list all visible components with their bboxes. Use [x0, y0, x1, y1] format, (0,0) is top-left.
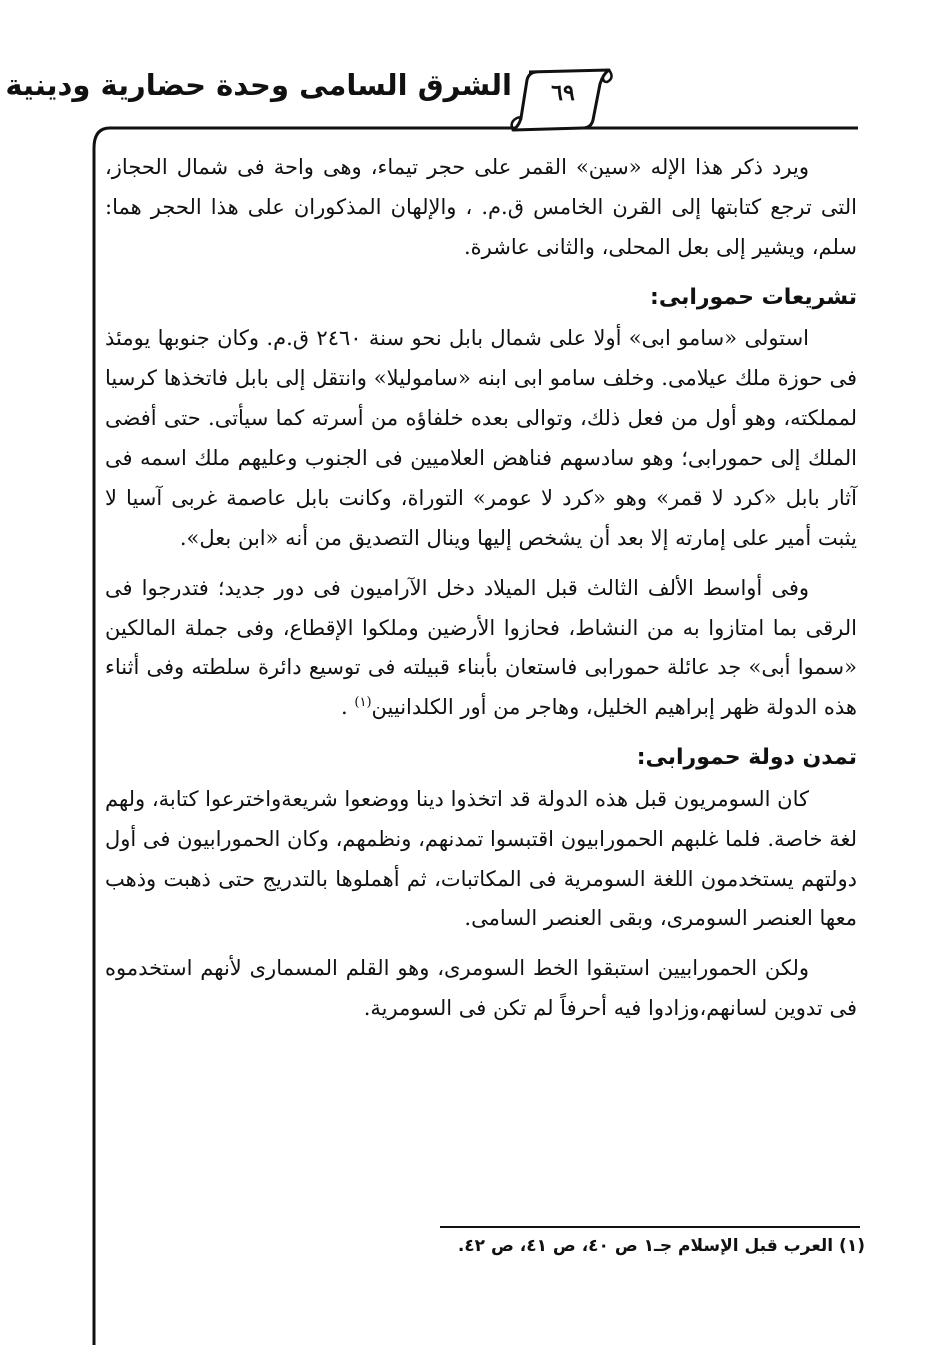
section-heading-hammurabi-civilization: تمدن دولة حمورابى: — [636, 745, 857, 771]
footnote-divider — [440, 1226, 860, 1228]
paragraph-3 — [105, 569, 857, 729]
paragraph-1: ويرد ذكر هذا الإله «سين» القمر على حجر تيماء، وهى واحة فى شمال الحجاز، التى ترجع كتابتها إلى القرن الخامس ق.م. ، والإلهان المذكوران على هذا الحجر هما: سلم، ويشير إلى بعل المحلى، والثانى عاشرة. — [105, 155, 857, 259]
paragraph-4: كان السومريون قبل هذه الدولة قد اتخذوا دينا ووضعوا شريعةواخترعوا كتابة، ولهم لغة خاصة. فلما غلبهم الحمورابيون اقتبسوا تمدنهم، ونظمهم، وكان الحمورابيون فى أول دولتهم يستخدمون اللغة السومرية فى المكاتبات، ثم أهملوها بالتدريج حتى ذهبت وذهب معها العنصر السومرى، وبقى العنصر السامى. — [104, 786, 857, 931]
footnote-reference: (١) — [354, 695, 372, 711]
paragraph-5: ولكن الحمورابيين استبقوا الخط السومرى، وهو القلم المسمارى لأنهم استخدموه فى تدوين لسانهم،وزادوا فيه أحرفاً لم تكن فى السومرية. — [105, 956, 857, 1021]
paragraph-2: استولى «سامو ابى» أولا على شمال بابل نحو سنة ٢٤٦٠ ق.م. وكان جنوبها يومئذ فى حوزة ملك عيلامى. وخلف سامو ابى ابنه «ساموليلا» وانتقل إلى بابل فاتخذها كرسيا لمملكته، وهو أول من فعل ذلك، وتوالى بعده خلفاؤه من أسرته كما سيأتى. حتى أفضى الملك إلى حمورابى؛ وهو سادسهم فناهض العلاميين فى الجنوب وعليهم ملك اسمه فى آثار بابل «كرد لا قمر» وهو «كرد لا عومر» التوراة، وكانت بابل عاصمة غربى آسيا لا يثبت أمير على إمارته إلا بعد أن يشخص إليها وينال التصديق من أنه «ابن بعل». — [105, 326, 857, 550]
main-text — [105, 148, 857, 1039]
paragraph-3-text: وفى أواسط الألف الثالث قبل الميلاد دخل الآراميون فى دور جديد؛ فتدرجوا فى الرقى بما امتازوا به من النشاط، فحازوا الأرضين وملكوا الإقطاع، وفى جملة المالكين «سموا أبى» جد عائلة حمورابى فاستعان بأبناء قبيلته فى توسيع دائرة سلطته وفى أثناء هذه الدولة ظهر إبراهيم الخليل، وهاجر من أور الكلدانيين — [105, 575, 857, 720]
page-number: ٦٩ — [551, 80, 575, 106]
footnote: (١) العرب قبل الإسلام جـ١ ص ٤٠، ص ٤١، ص ٤٢. — [457, 1236, 865, 1256]
section-heading-hammurabi-laws: تشريعات حمورابى: — [650, 284, 857, 310]
paragraph-3-end: . — [341, 695, 355, 720]
running-title: الشرق السامى وحدة حضارية ودينية — [5, 68, 512, 102]
